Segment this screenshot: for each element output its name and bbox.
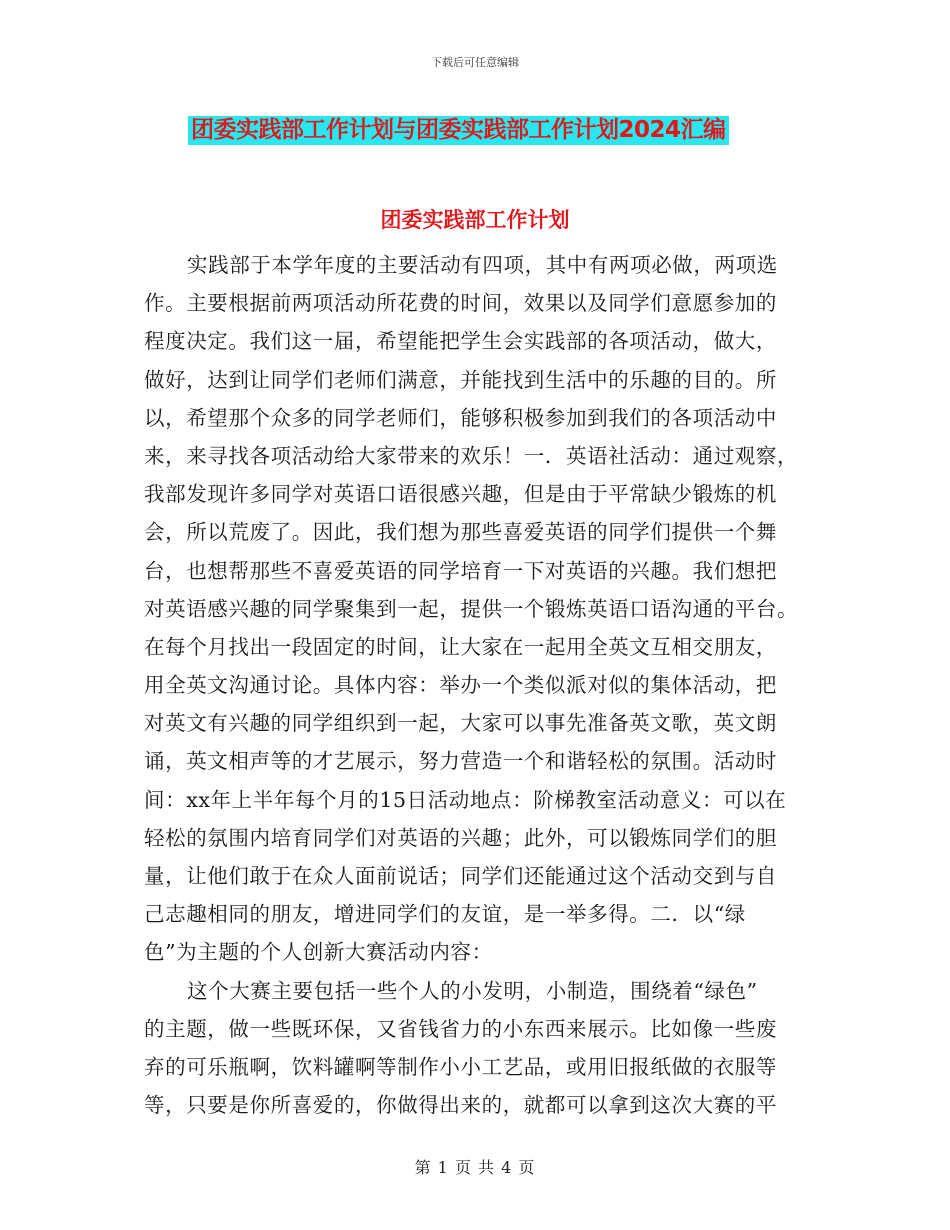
text-line: 作。主要根据前两项活动所花费的时间，效果以及同学们意愿参加的	[144, 291, 777, 316]
text-line: 对英文有兴趣的同学组织到一起，大家可以事先准备英文歌，英文朗	[144, 711, 777, 736]
text-line: 用全英文沟通讨论。具体内容：举办一个类似派对似的集体活动，把	[144, 673, 777, 698]
document-title: 团委实践部工作计划与团委实践部工作计划2024汇编	[188, 116, 729, 145]
text-line: 来，来寻找各项活动给大家带来的欢乐！一．英语社活动：通过观察，	[144, 443, 799, 468]
text-line: 做好，达到让同学们老师们满意，并能找到生活中的乐趣的目的。所	[144, 367, 777, 392]
header-note: 下载后可任意编辑	[431, 56, 519, 69]
text-line: 色”为主题的个人创新大赛活动内容：	[144, 940, 493, 965]
page-footer: 第 1 页 共 4 页	[414, 1158, 536, 1177]
text-line: 台，也想帮那些不喜爱英语的同学培育一下对英语的兴趣。我们想把	[144, 558, 777, 583]
text-line: 在每个月找出一段固定的时间，让大家在一起用全英文互相交朋友，	[144, 634, 777, 659]
text-line: 实践部于本学年度的主要活动有四项，其中有两项必做，两项选	[187, 253, 778, 277]
text-line: 会，所以荒废了。因此，我们想为那些喜爱英语的同学们提供一个舞	[144, 520, 777, 545]
section-title: 团委实践部工作计划	[380, 208, 570, 232]
text-line: 己志趣相同的朋友，增进同学们的友谊，是一举多得。二．以“绿	[144, 902, 746, 927]
text-line: 程度决定。我们这一届，希望能把学生会实践部的各项活动，做大，	[144, 329, 777, 354]
text-line: 等，只要是你所喜爱的，你做得出来的，就都可以拿到这次大赛的平	[144, 1093, 777, 1118]
text-line: 我部发现许多同学对英语口语很感兴趣，但是由于平常缺少锻炼的机	[144, 482, 777, 507]
text-line: 以，希望那个众多的同学老师们，能够积极参加到我们的各项活动中	[144, 405, 777, 430]
text-line: 量，让他们敢于在众人面前说话；同学们还能通过这个活动交到与自	[144, 864, 777, 888]
body-text	[144, 246, 804, 1124]
text-line: 弃的可乐瓶啊，饮料罐啊等制作小小工艺品，或用旧报纸做的衣服等	[144, 1054, 777, 1079]
text-line: 对英语感兴趣的同学聚集到一起，提供一个锻炼英语口语沟通的平台。	[144, 596, 799, 621]
text-line: 这个大赛主要包括一些个人的小发明，小制造，围绕着“绿色”	[187, 978, 758, 1003]
text-line: 诵，英文相声等的才艺展示，努力营造一个和谐轻松的氛围。活动时	[144, 749, 777, 774]
text-line: 轻松的氛围内培育同学们对英语的兴趣；此外，可以锻炼同学们的胆	[144, 825, 777, 850]
text-line: 间：xx年上半年每个月的15日活动地点：阶梯教室活动意义：可以在	[144, 787, 787, 812]
text-line: 的主题，做一些既环保，又省钱省力的小东西来展示。比如像一些废	[144, 1016, 777, 1041]
